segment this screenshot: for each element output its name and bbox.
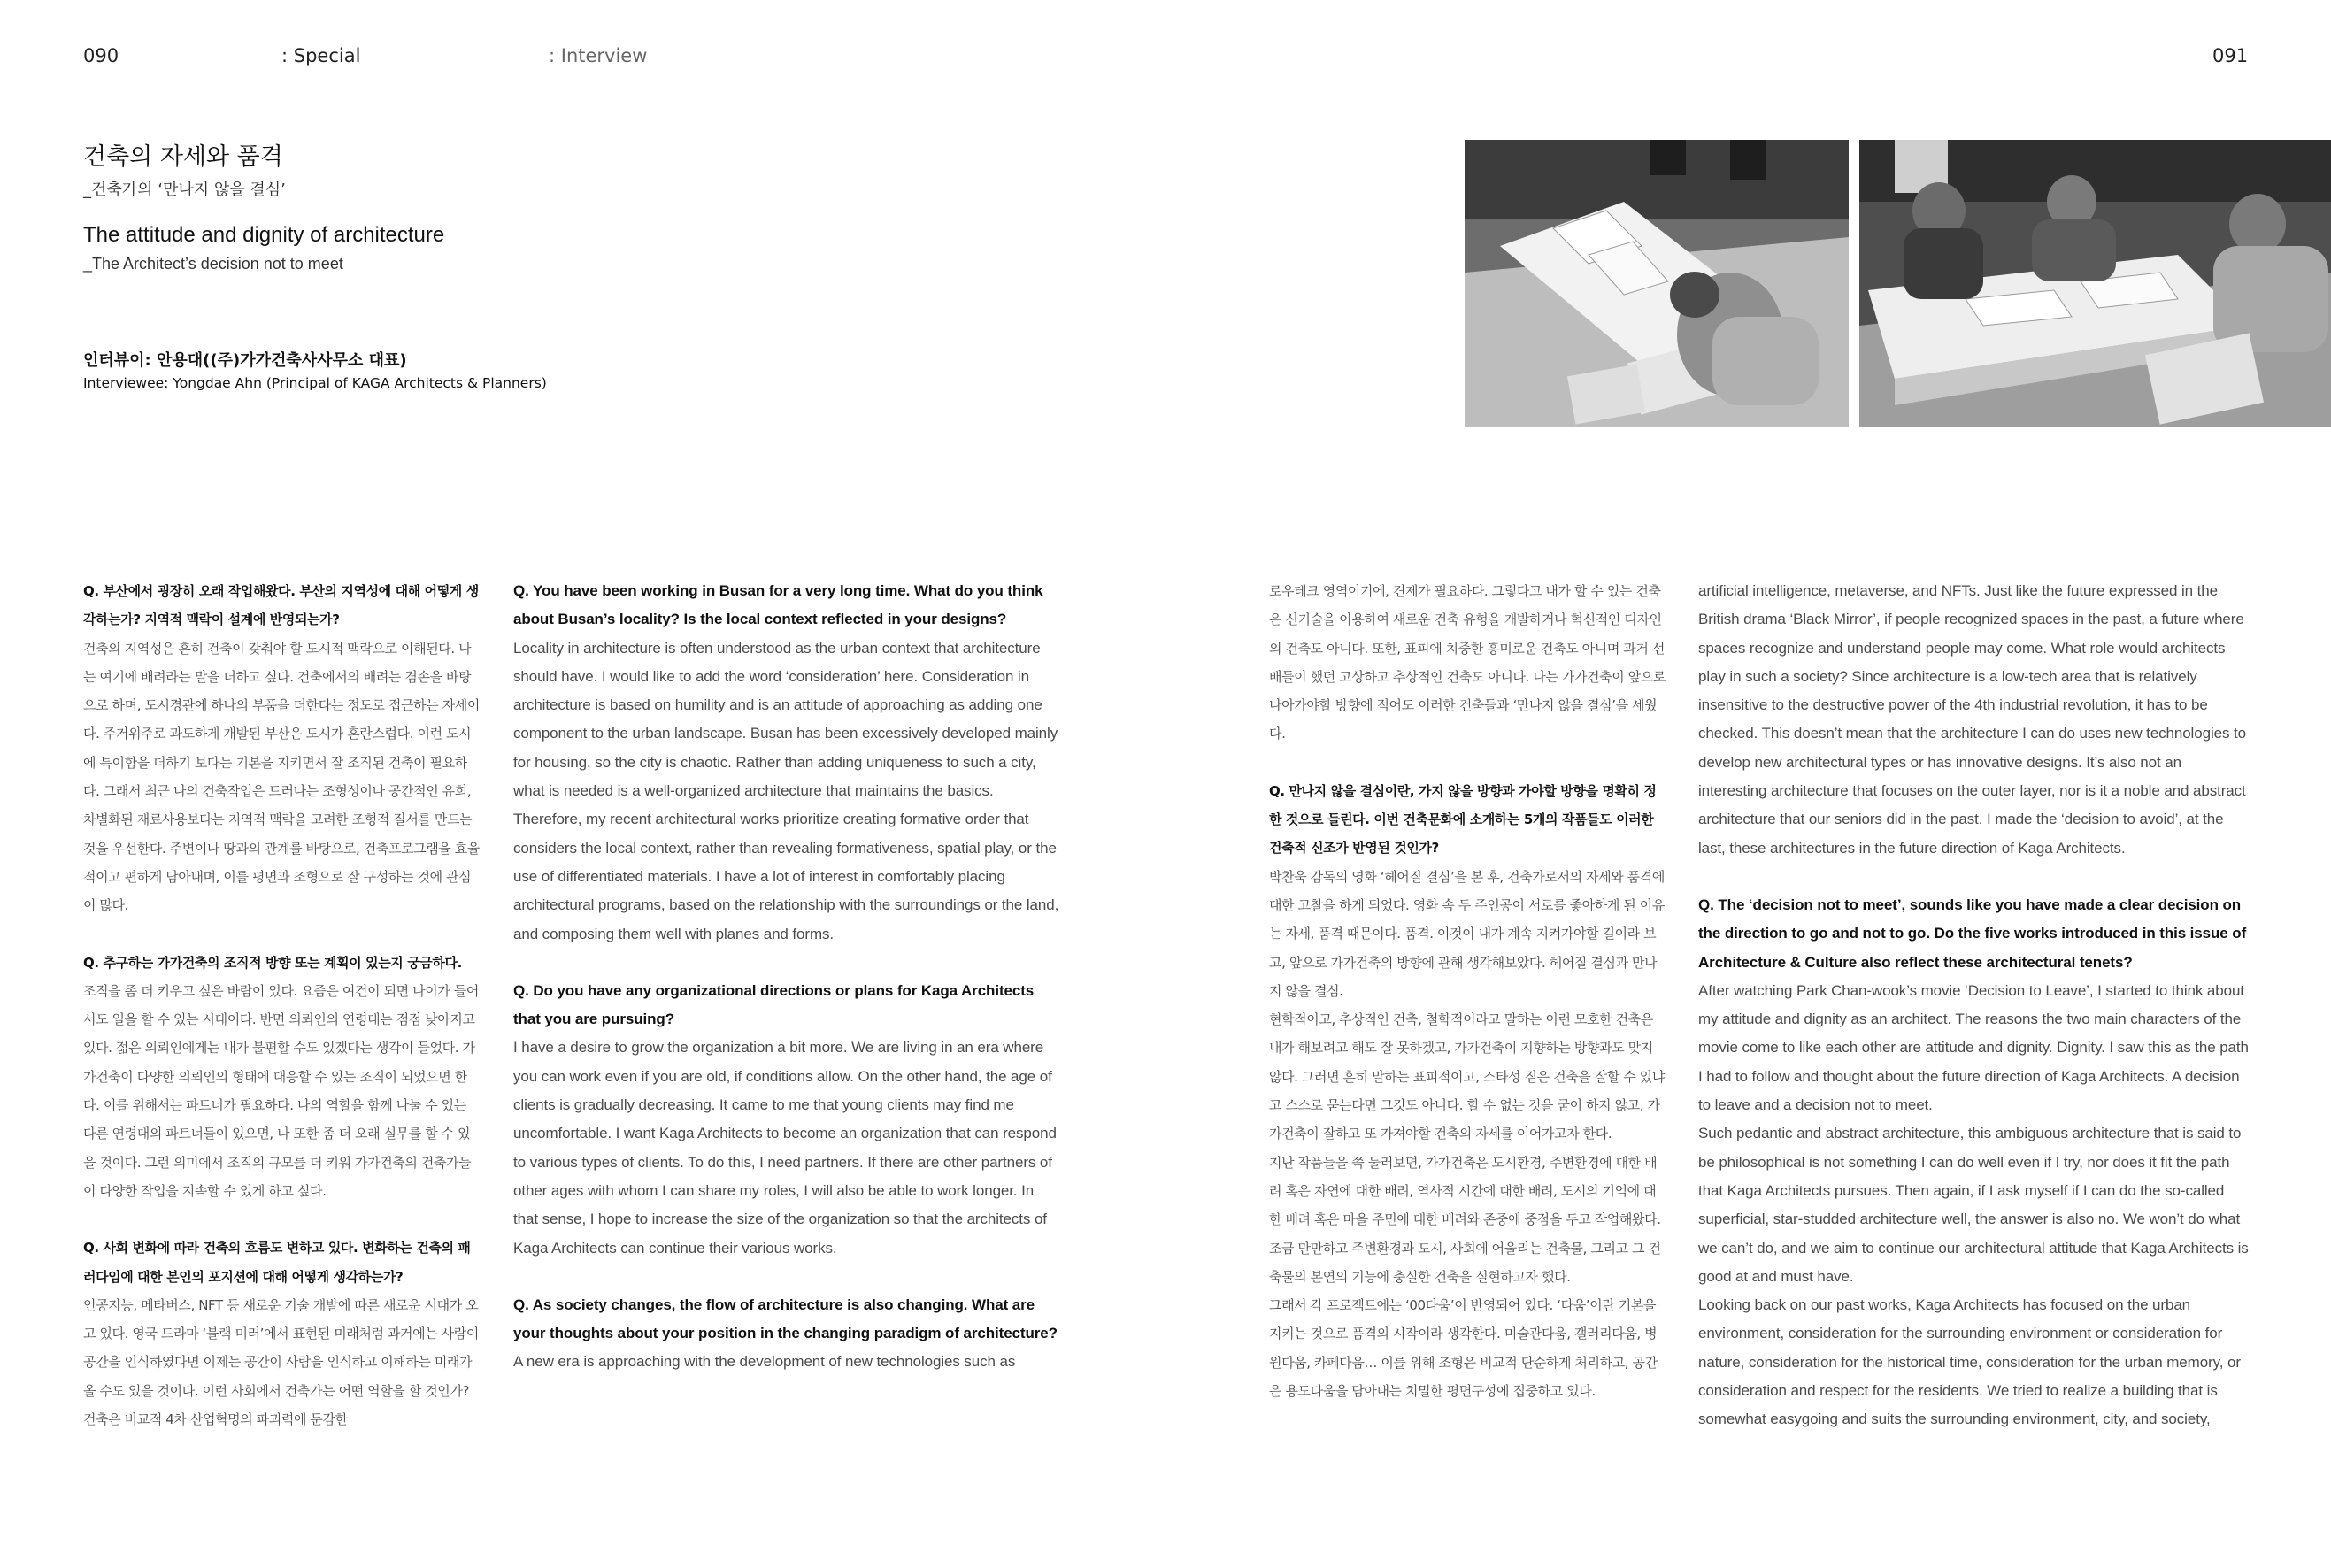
question-ko-organization: Q. 추구하는 가가건축의 조직적 방향 또는 계획이 있는지 궁금하다. — [83, 954, 462, 971]
subtitle-korean: _건축가의 ‘만나지 않을 결심’ — [83, 181, 286, 199]
photo-left-image — [1465, 140, 1849, 427]
title-english: The attitude and dignity of architecture — [83, 223, 445, 247]
answer-ko-continued: 로우테크 영역이기에, 견제가 필요하다. 그렇다고 내가 할 수 있는 건축은 신기술을 이용하여 새로운 건축 유형을 개발하거나 혁신적인 디자인의 건축도 아니다. 또한, 표피에 치중한 흥미로운 건축도 아니며 과거 선배들이 했던 고상하고 추상적인 건축도 아니다. 나는 가가건축이 앞으로 나아가야할 방향에 적어도 이러한 건축들과 ‘만나지 않을 결심’을 세웠다. — [1269, 583, 1666, 742]
column-korean-left — [83, 577, 480, 1471]
question-en-decision: Q. The ‘decision not to meet’, sounds like you have made a clear decision on the direction to go and not to go. Do the five works introduced in this issue of Architecture & Culture also reflect these architectural tenets? — [1698, 895, 2247, 971]
interviewee-english: Interviewee: Yongdae Ahn (Principal of KAGA Architects & Planners) — [83, 375, 547, 391]
subsection-label: : Interview — [549, 45, 648, 66]
answer-en-locality: Locality in architecture is often understood as the urban context that architecture should have. I would like to add the word ‘consideration’ here. Consideration in architecture is based on humility and is an attitude of approaching as adding one component to the urban landscape. Busan has been excessively developed mainly for housing, so the city is chaotic. Rather than adding uniqueness to such a city, what is needed is a well-organized architecture that maintains the basics. Therefore, my recent architectural works prioritize creating formative order that considers the local context, rather than revealing formativeness, spatial play, or the use of differentiated materials. I have a lot of interest in comfortably placing architectural programs, based on the relationship with the surroundings or the land, and composing them well with planes and forms. — [513, 639, 1059, 942]
photo-right-image — [1859, 140, 2331, 427]
answer-ko-locality: 건축의 지역성은 흔히 건축이 갖춰야 할 도시적 맥락으로 이해된다. 나는 여기에 배려라는 말을 더하고 싶다. 건축에서의 배려는 겸손을 바탕으로 하며, 도시경관에 하나의 부품을 더한다는 정도로 접근하는 자세이다. 주거위주로 과도하게 개발된 부산은 도시가 혼란스럽다. 이런 도시에 특이함을 더하기 보다는 기본을 지키면서 잘 조직된 건축이 필요하다. 그래서 최근 나의 건축작업은 드러나는 조형성이나 공간적인 유희, 차별화된 재료사용보다는 지역적 맥락을 고려한 조형적 질서를 만드는 것을 우선한다. 주변이나 땅과의 관계를 바탕으로, 건축프로그램을 효율적이고 편하게 담아내며, 이를 평면과 조형으로 잘 구성하는 것에 관심이 많다. — [83, 640, 480, 914]
section-label: : Special — [281, 45, 361, 66]
answer-en-decision-1: After watching Park Chan-wook’s movie ‘Decision to Leave’, I started to think about my attitude and dignity as an architect. The reasons the two main characters of the movie come to like each other are attitude and dignity. Dignity. I saw this as the path I had to follow and thought about the future direction of Kaga Architects. A decision to leave and a decision not to meet. — [1698, 981, 2249, 1114]
photo-model-review-left — [1465, 140, 1849, 427]
question-ko-decision: Q. 만나지 않을 결심이란, 가지 않을 방향과 가야할 방향을 명확히 정한 것으로 들린다. 이번 건축문화에 소개하는 5개의 작품들도 이러한 건축적 신조가 반영된 것인가? — [1269, 782, 1657, 857]
title-korean: 건축의 자세와 품격 — [83, 143, 283, 171]
answer-ko-decision-4: 그래서 각 프로젝트에는 ‘00다움’이 반영되어 있다. ‘다움’이란 기본을 지키는 것으로 품격의 시작이라 생각한다. 미술관다움, 갤러리다움, 병원다움, 카페다움… 이를 위해 조형은 비교적 단순하게 처리하고, 공간은 용도다움을 담아내는 치밀한 평면구성에 집중하고 있다. — [1269, 1297, 1658, 1400]
question-ko-paradigm: Q. 사회 변화에 따라 건축의 흐름도 변하고 있다. 변화하는 건축의 패러다임에 대한 본인의 포지션에 대해 어떻게 생각하는가? — [83, 1240, 471, 1285]
question-en-locality: Q. You have been working in Busan for a very long time. What do you think about Busan’s locality? Is the local context reflected in your designs? — [513, 582, 1043, 628]
subtitle-english: _The Architect’s decision not to meet — [83, 255, 343, 273]
question-en-paradigm: Q. As society changes, the flow of architecture is also changing. What are your thoughts about your position in the changing paradigm of architecture? — [513, 1295, 1058, 1342]
column-english-right — [1698, 577, 2252, 1471]
answer-en-continued: artificial intelligence, metaverse, and NFTs. Just like the future expressed in the British drama ‘Black Mirror’, if people recognized spaces in the past, a future where spaces recognize and understand people may come. What role would architects play in such a society? Since architecture is a low-tech area that is relatively insensitive to the destructive power of the 4th industrial revolution, it has to be checked. This doesn’t mean that the architecture I can do uses new technologies to develop new architectural types or has innovative designs. It’s also not an interesting architecture that focuses on the outer layer, nor is it a noble and abstract architecture that our seniors did in the past. I made the ‘decision to avoid’, at the last, these architectures in the future direction of Kaga Architects. — [1698, 582, 2246, 857]
answer-ko-paradigm: 인공지능, 메타버스, NFT 등 새로운 기술 개발에 따른 새로운 시대가 오고 있다. 영국 드라마 ‘블랙 미러’에서 표현된 미래처럼 과거에는 사람이 공간을 인식하였다면 이제는 공간이 사람을 인식하고 이해하는 미래가 올 수도 있을 것이다. 이런 사회에서 건축가는 어떤 역할을 할 것인가? 건축은 비교적 4차 산업혁명의 파괴력에 둔감한 — [83, 1296, 479, 1428]
answer-en-organization: I have a desire to grow the organization a bit more. We are living in an era where you can work even if you are old, if conditions allow. On the other hand, the age of clients is gradually decreasing. It came to me that young clients may find me uncomfortable. I want Kaga Architects to become an organization that can respond to various types of clients. To do this, I need partners. If there are other partners of other ages with whom I can share my roles, I will also be able to work longer. In that sense, I hope to increase the size of the organization so that the architects of Kaga Architects can continue their various works. — [513, 1039, 1057, 1257]
page-number-left: 090 — [83, 45, 119, 66]
answer-ko-decision-3: 지난 작품들을 쭉 둘러보면, 가가건축은 도시환경, 주변환경에 대한 배려 혹은 자연에 대한 배려, 역사적 시간에 대한 배려, 도시의 기억에 대한 배려 혹은 마을 주민에 대한 배려와 존중에 중점을 두고 작업해왔다. 조금 만만하고 주변환경과 도시, 사회에 어울리는 건축물, 그리고 그 건축물의 본연의 기능에 충실한 건축을 실현하고자 했다. — [1269, 1154, 1661, 1285]
column-korean-right — [1269, 577, 1666, 1471]
answer-en-paradigm: A new era is approaching with the development of new technologies such as — [513, 1353, 1016, 1371]
question-ko-locality: Q. 부산에서 굉장히 오래 작업해왔다. 부산의 지역성에 대해 어떻게 생각하는가? 지역적 맥락이 설계에 반영되는가? — [83, 583, 479, 628]
answer-en-decision-3: Looking back on our past works, Kaga Architects has focused on the urban environment, consideration for the surrounding environment or consideration for nature, consideration for the historical time, consideration for the urban memory, or consideration and respect for the residents. We tried to realize a building that is somewhat easygoing and suits the surrounding environment, city, and society, — [1698, 1296, 2241, 1428]
answer-ko-decision-2: 현학적이고, 추상적인 건축, 철학적이라고 말하는 이런 모호한 건축은 내가 해보려고 해도 잘 못하겠고, 가가건축이 지향하는 방향과도 맞지 않다. 그러면 흔히 말하는 표피적이고, 스타성 짙은 건축을 잘할 수 있냐고 스스로 묻는다면 그것도 아니다. 할 수 없는 것을 굳이 하지 않고, 가가건축이 잘하고 또 가져야할 건축의 자세를 이어가고자 한다. — [1269, 1011, 1665, 1142]
answer-ko-organization: 조직을 좀 더 키우고 싶은 바람이 있다. 요즘은 여건이 되면 나이가 들어서도 일을 할 수 있는 시대이다. 반면 의뢰인의 연령대는 점점 낮아지고 있다. 젊은 의뢰인에게는 내가 불편할 수도 있겠다는 생각이 들었다. 가가건축이 다양한 의뢰인의 형태에 대응할 수 있는 조직이 되었으면 한다. 이를 위해서는 파트너가 필요하다. 나의 역할을 함께 나눌 수 있는 다른 연령대의 파트너들이 있으면, 나 또한 좀 더 오래 실무를 할 수 있을 것이다. 그런 의미에서 조직의 규모를 더 키워 가가건축의 건축가들이 다양한 작업을 지속할 수 있게 하고 싶다. — [83, 982, 479, 1199]
column-english-left — [513, 577, 1062, 1471]
interviewee-korean: 인터뷰이: 안용대((주)가가건축사사무소 대표) — [83, 351, 407, 370]
answer-en-decision-2: Such pedantic and abstract architecture, this ambiguous architecture that is said to be philosophical is not something I can do well even if I try, nor does it fit the path that Kaga Architects pursues. Then again, if I ask myself if I can do the so-called superficial, star-studded architecture well, the answer is also no. We won’t do what we can’t do, and we aim to continue our architectural attitude that Kaga Architects is good at and must have. — [1698, 1125, 2249, 1285]
answer-ko-decision-1: 박찬욱 감독의 영화 ‘헤어질 결심’을 본 후, 건축가로서의 자세와 품격에 대한 고찰을 하게 되었다. 영화 속 두 주인공이 서로를 좋아하게 된 이유는 자세, 품격 때문이다. 품격. 이것이 내가 계속 지켜가야할 길이라 보고, 앞으로 가가건축의 방향에 관해 생각해보았다. 헤어질 결심과 만나지 않을 결심. — [1269, 868, 1665, 999]
photo-team-table-right — [1859, 140, 2331, 427]
question-en-organization: Q. Do you have any organizational directions or plans for Kaga Architects that you are pursuing? — [513, 981, 1035, 1028]
page-number-right: 091 — [2212, 45, 2249, 66]
